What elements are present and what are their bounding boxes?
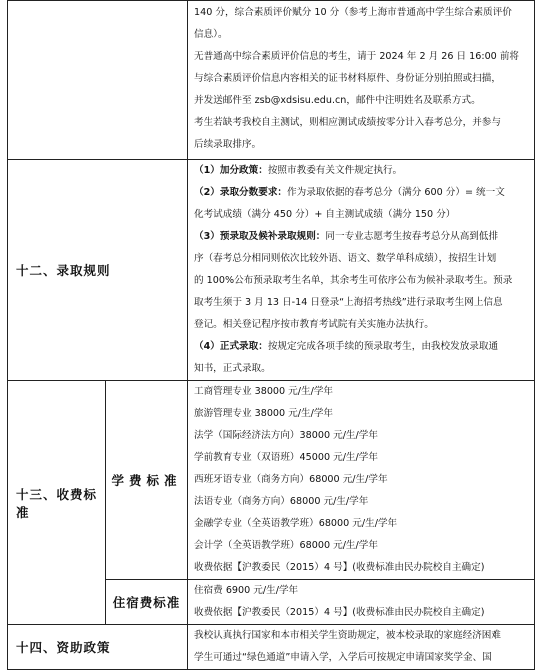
rule-3-label: （3）预录取及候补录取规则： <box>194 231 326 242</box>
tuition-content <box>188 381 535 580</box>
text-line: 序（春考总分相同则依次比较外语、语文、数学单科成绩），按招生计划 <box>194 253 497 264</box>
rule-1 <box>194 160 528 182</box>
text-line: 学生可通过“绿色通道”申请入学，入学后可按规定申请国家奖学金、国 <box>194 652 492 663</box>
lodging-label: 住宿费标准 <box>106 580 188 625</box>
admission-rules-table <box>7 0 535 670</box>
text-line: 140 分，综合素质评价赋分 10 分（参考上海市普通高中学生综合素质评价 <box>194 7 512 18</box>
continuation-row <box>8 1 535 160</box>
rule-2-label: （2）录取分数要求： <box>194 187 288 198</box>
rule-4-label: （4）正式录取： <box>194 341 268 352</box>
section-14-title: 十四、资助政策 <box>8 625 188 670</box>
fee-basis: 收费依据【沪教委民（2015）4 号】(收费标准由民办院校自主确定) <box>194 562 485 573</box>
text-line: 并发送邮件至 zsb@xdsisu.edu.cn，邮件中注明姓名及联系方式。 <box>194 95 481 106</box>
fee-item: 会计学（全英语教学班）68000 元/生/学年 <box>194 540 378 551</box>
fee-item: 住宿费 6900 元/生/学年 <box>194 585 299 596</box>
rule-1-label: （1）加分政策： <box>194 165 268 176</box>
section-14-content <box>188 625 535 670</box>
text-line: 考生若缺考我校自主测试，则相应测试成绩按零分计入春考总分，并参与 <box>194 117 501 128</box>
rule-3 <box>194 226 528 248</box>
fee-basis: 收费依据【沪教委民（2015）4 号】(收费标准由民办院校自主确定) <box>194 607 485 618</box>
section-13-tuition-row <box>8 381 535 580</box>
text-line: 登记。相关登记程序按市教育考试院有关实施办法执行。 <box>194 319 434 330</box>
text-line: 无普通高中综合素质评价信息的考生，请于 2024 年 2 月 26 日 16:00 前将 <box>194 51 520 62</box>
section-12-content <box>188 160 535 381</box>
fee-item: 工商管理专业 38000 元/生/学年 <box>194 386 334 397</box>
fee-item: 法语专业（商务方向）68000 元/生/学年 <box>194 496 369 507</box>
rule-1-text: 按照市教委有关文件规定执行。 <box>267 165 403 176</box>
rule-4 <box>194 336 528 358</box>
empty-label-cell <box>8 1 188 160</box>
text-line: 后续录取排序。 <box>194 139 262 150</box>
section-14-row <box>8 625 535 670</box>
rule-2 <box>194 182 528 204</box>
section-12-row <box>8 160 535 381</box>
text-line: 的 100%公布预录取考生名单，其余考生可依序公布为候补录取考生。预录 <box>194 275 513 286</box>
document-page <box>7 0 534 663</box>
rule-3-text: 同一专业志愿考生按春考总分从高到低排 <box>325 231 499 242</box>
fee-item: 旅游管理专业 38000 元/生/学年 <box>194 408 334 419</box>
lodging-content <box>188 580 535 625</box>
fee-item: 学前教育专业（双语班）45000 元/生/学年 <box>194 452 378 463</box>
text-line: 我校认真执行国家和本市相关学生资助规定，被本校录取的家庭经济困难 <box>194 630 501 641</box>
fee-item: 法学（国际经济法方向）38000 元/生/学年 <box>194 430 378 441</box>
text-line: 取考生须于 3 月 13 日-14 日登录“上海招考热线”进行录取考生网上信息 <box>194 297 503 308</box>
continuation-content <box>188 1 535 160</box>
section-13-title: 十三、收费标准 <box>8 381 106 625</box>
text-line: 信息）。 <box>194 29 228 40</box>
fee-item: 西班牙语专业（商务方向）68000 元/生/学年 <box>194 474 388 485</box>
text-line: 化考试成绩（满分 450 分）+ 自主测试成绩（满分 150 分） <box>194 209 456 220</box>
text-line: 知书，正式录取。 <box>194 363 271 374</box>
rule-2-text: 作为录取依据的春考总分（满分 600 分）= 统一文 <box>287 187 505 198</box>
rule-4-text: 按规定完成各项手续的预录取考生，由我校发放录取通 <box>267 341 499 352</box>
section-12-title: 十二、录取规则 <box>8 160 188 381</box>
text-line: 与综合素质评价信息内容相关的证书材料原件、身份证分别拍照或扫描， <box>194 73 501 84</box>
fee-item: 金融学专业（全英语教学班）68000 元/生/学年 <box>194 518 398 529</box>
tuition-label: 学费标准 <box>106 381 188 580</box>
